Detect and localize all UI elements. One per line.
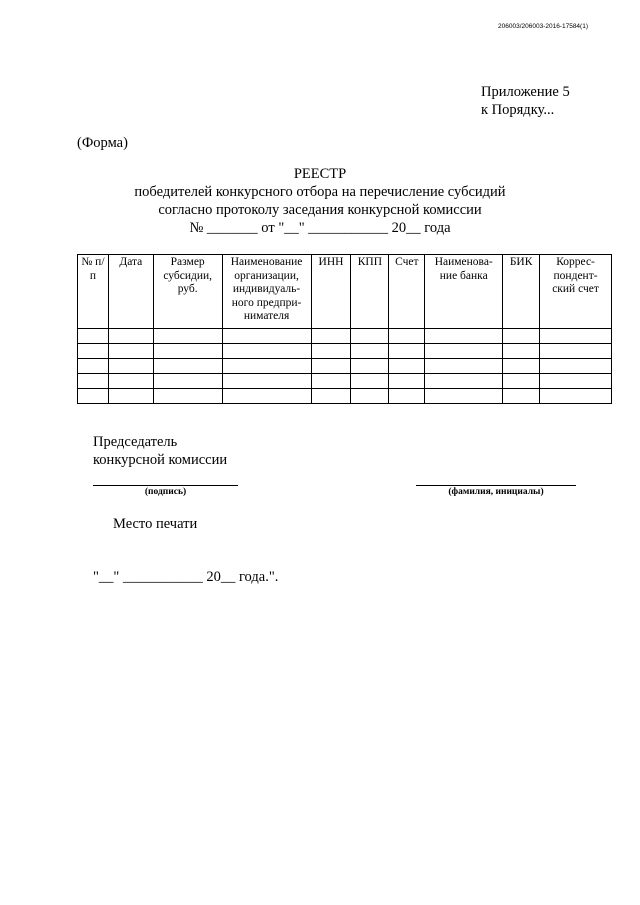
title-heading: РЕЕСТР <box>293 166 347 182</box>
table-cell <box>108 389 153 404</box>
chairman-label <box>93 433 227 469</box>
table-cell <box>222 344 311 359</box>
signature-caption: (подпись) <box>144 487 187 497</box>
table-cell <box>503 374 540 389</box>
table-cell <box>503 344 540 359</box>
table-cell <box>351 344 389 359</box>
table-cell <box>108 374 153 389</box>
table-row <box>78 389 612 404</box>
stamp-place-label: Место печати <box>113 516 198 532</box>
table-row <box>78 344 612 359</box>
table-cell <box>311 389 351 404</box>
col-header-number: № п/п <box>78 255 109 329</box>
table-cell <box>78 344 109 359</box>
col-header-date: Дата <box>108 255 153 329</box>
col-header-bank-name: Наименова-ние банка <box>425 255 503 329</box>
table-cell <box>389 329 425 344</box>
table-cell <box>351 329 389 344</box>
table-cell <box>389 359 425 374</box>
col-header-account: Счет <box>389 255 425 329</box>
table-cell <box>351 389 389 404</box>
table-cell <box>222 329 311 344</box>
table-cell <box>78 374 109 389</box>
table-cell <box>503 389 540 404</box>
table-cell <box>153 359 222 374</box>
table-cell <box>389 374 425 389</box>
title-number-date: № _______ от "__" ___________ 20__ года <box>189 220 451 236</box>
name-line <box>416 485 576 486</box>
col-header-organization: Наименование организации, индивидуаль-ного предпри-нимателя <box>222 255 311 329</box>
col-header-corr-account: Коррес-пондент-ский счет <box>540 255 612 329</box>
table-cell <box>311 344 351 359</box>
table-cell <box>222 389 311 404</box>
appendix-line-1: Приложение 5 <box>481 84 570 100</box>
table-cell <box>351 359 389 374</box>
table-cell <box>503 359 540 374</box>
table-cell <box>425 389 503 404</box>
table-row <box>78 329 612 344</box>
table-row <box>78 374 612 389</box>
document-id: 206003/206003-2016-17584(1) <box>498 23 588 30</box>
table-cell <box>108 344 153 359</box>
table-cell <box>311 374 351 389</box>
col-header-kpp: КПП <box>351 255 389 329</box>
table-cell <box>540 389 612 404</box>
table-cell <box>503 329 540 344</box>
table-cell <box>540 344 612 359</box>
table-cell <box>153 389 222 404</box>
table-cell <box>389 344 425 359</box>
name-caption: (фамилия, инициалы) <box>448 487 544 497</box>
table-cell <box>389 389 425 404</box>
table-cell <box>78 389 109 404</box>
chairman-line-1: Председатель <box>93 434 178 450</box>
col-header-subsidy-amount: Размер субсидии, руб. <box>153 255 222 329</box>
table-cell <box>222 374 311 389</box>
form-label: (Форма) <box>77 135 128 151</box>
chairman-line-2: конкурсной комиссии <box>93 452 228 468</box>
title-subtitle-1: победителей конкурсного отбора на перечисление субсидий <box>134 184 506 200</box>
appendix-line-2: к Порядку... <box>481 102 555 118</box>
table-cell <box>222 359 311 374</box>
table-cell <box>425 344 503 359</box>
table-cell <box>540 359 612 374</box>
table-cell <box>153 374 222 389</box>
table-cell <box>78 359 109 374</box>
table-cell <box>351 374 389 389</box>
col-header-inn: ИНН <box>311 255 351 329</box>
table-cell <box>311 329 351 344</box>
table-cell <box>425 359 503 374</box>
appendix-note <box>481 83 570 119</box>
col-header-bik: БИК <box>503 255 540 329</box>
title-subtitle-2: согласно протоколу заседания конкурсной комиссии <box>158 202 482 218</box>
table-cell <box>108 329 153 344</box>
table-cell <box>425 329 503 344</box>
date-line: "__" ___________ 20__ года.". <box>93 569 279 585</box>
table-cell <box>153 344 222 359</box>
registry-table <box>77 254 612 404</box>
table-cell <box>540 329 612 344</box>
table-header-row <box>78 255 612 329</box>
signature-line <box>93 485 238 486</box>
table-cell <box>153 329 222 344</box>
table-cell <box>311 359 351 374</box>
table-cell <box>108 359 153 374</box>
table-cell <box>540 374 612 389</box>
table-cell <box>425 374 503 389</box>
table-row <box>78 359 612 374</box>
table-cell <box>78 329 109 344</box>
